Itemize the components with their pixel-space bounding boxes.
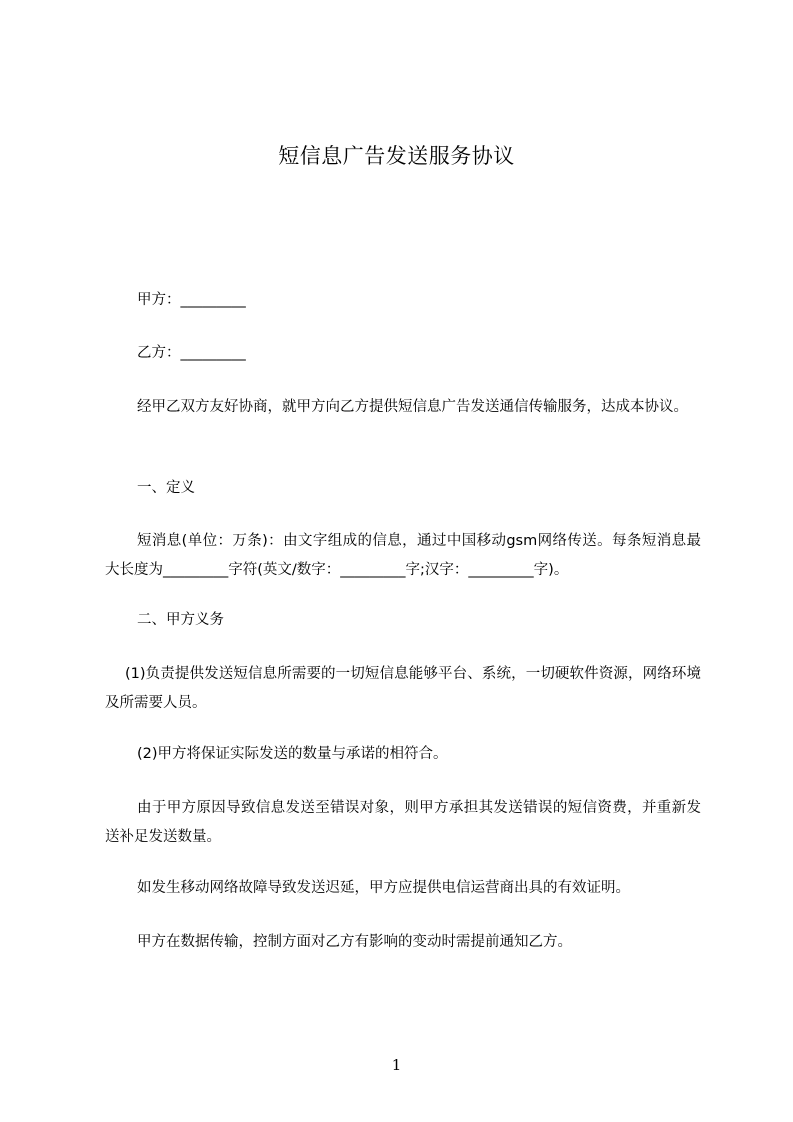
network-delay-paragraph: 如发生移动网络故障导致发送迟延，甲方应提供电信运营商出具的有效证明。 [137,880,630,896]
party-b-line: 乙方：_________ [137,345,246,361]
obligation-item-2: (2)甲方将保证实际发送的数量与承诺的相符合。 [137,746,448,762]
definition-paragraph: 短消息(单位：万条)：由文字组成的信息，通过中国移动gsm网络传送。每条短消息最大长度为_________字符(英文/数字：_________字;汉字：_________字)。 [105,533,701,578]
page-number: 1 [391,1056,402,1074]
party-a-line: 甲方：_________ [137,292,246,308]
error-sending-paragraph: 由于甲方原因导致信息发送至错误对象，则甲方承担其发送错误的短信资费，并重新发送补足发送数量。 [105,800,701,845]
section-heading-definition: 一、定义 [137,480,195,496]
advance-notice-paragraph: 甲方在数据传输，控制方面对乙方有影响的变动时需提前通知乙方。 [137,934,572,950]
document-title: 短信息广告发送服务协议 [278,144,515,168]
section-heading-party-a-obligations: 二、甲方义务 [137,612,224,628]
obligation-item-1: (1)负责提供发送短信息所需要的一切短信息能够平台、系统，一切硬软件资源，网络环境及所需要人员。 [105,666,701,711]
intro-paragraph: 经甲乙双方友好协商，就甲方向乙方提供短信息广告发送通信传输服务，达成本协议。 [137,399,688,415]
